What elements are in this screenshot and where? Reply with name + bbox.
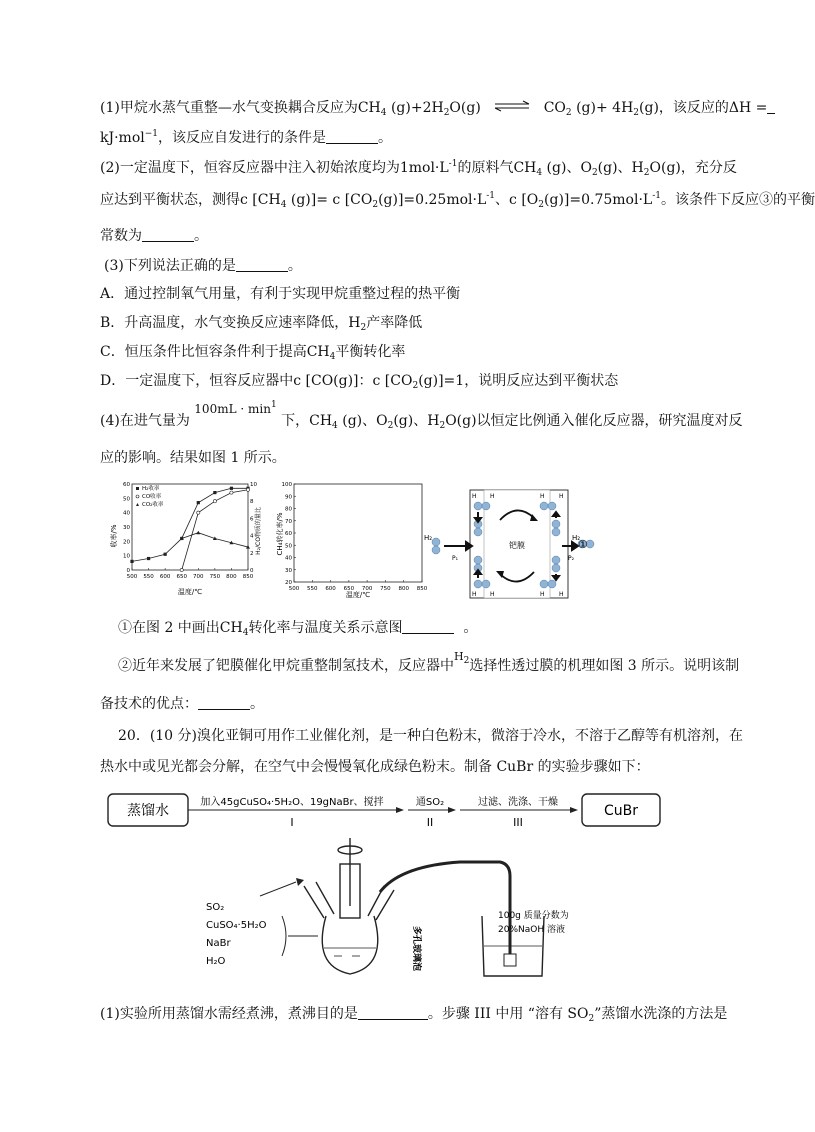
step-2-label: 通SO₂	[415, 797, 445, 808]
data-point-h2	[230, 487, 233, 490]
option-c: C．恒压条件比恒容条件利于提高$CH_4$平衡转化率	[100, 344, 406, 362]
bulb-label: 多孔玻璃泡	[411, 926, 421, 972]
y-tick-label: 100	[281, 482, 292, 488]
data-point-co	[197, 511, 200, 514]
h-label: H	[472, 493, 477, 500]
p1-label: P₁	[452, 555, 459, 562]
plot-frame	[294, 484, 422, 582]
legend-label: CO₂收率	[142, 502, 164, 508]
q19-part4-sub1: ①在图 2 中画出$CH_4$转化率与温度关系示意图 。	[118, 620, 478, 638]
porous-glass-bulb	[504, 954, 516, 966]
y-tick-label: 70	[285, 518, 292, 525]
x-tick-label: 850	[242, 574, 254, 580]
q19-part4-line2: 应的影响。结果如图 1 所示。	[100, 450, 286, 466]
data-point-co	[246, 488, 249, 491]
legend-marker	[136, 495, 139, 498]
q20-line2: 热水中或见光都会分解，在空气中会慢慢氧化成绿色粉末。制备 CuBr 的实验步骤如下：	[100, 759, 650, 775]
y-tick-label: 40	[285, 555, 292, 562]
h-label: H	[559, 493, 564, 500]
x-tick-label: 700	[193, 574, 204, 580]
y-axis-label-left: 收率/%	[110, 524, 118, 548]
y-tick-label-left: 30	[123, 525, 130, 531]
data-point-h2	[213, 491, 216, 494]
step-2-number: II	[426, 816, 434, 829]
blank[interactable]	[198, 695, 250, 710]
y-tick-label-left: 40	[123, 510, 130, 517]
q19-part2-line3: 常数为 。	[100, 228, 208, 244]
x-tick-label: 600	[325, 586, 336, 592]
apparatus-diagram	[200, 836, 600, 996]
x-tick-label: 750	[209, 574, 221, 580]
q19-part2-line1: (2)一定温度下，恒容反应器中注入初始浓度均为$1mol\cdot L^{-1}$的原料气$CH_4$ (g)、$O_2(g)$、$H_2O(g)$，充分反	[100, 159, 737, 178]
beaker-label-1: 100g 质量分数为	[498, 911, 569, 921]
data-point-h2	[130, 560, 133, 563]
procedure-flowchart	[100, 786, 670, 834]
h2-label: H₂	[424, 534, 433, 542]
y-tick-label: 80	[285, 506, 292, 513]
q20-line1: 20．(10 分)溴化亚铜可用作工业催化剂，是一种白色粉末，微溶于冷水，不溶于乙醇等有机溶剂，在	[118, 728, 744, 744]
legend-label: CO收率	[142, 494, 162, 500]
y-tick-label-left: 0	[126, 568, 130, 574]
x-axis-label: 温度/℃	[345, 591, 371, 599]
data-point-co	[180, 568, 183, 571]
flow-end-label: CuBr	[603, 803, 639, 819]
y-tick-label-right: 8	[250, 499, 254, 506]
x-tick-label: 850	[416, 586, 428, 592]
delivery-tube	[380, 862, 510, 962]
x-tick-label: 500	[288, 586, 300, 592]
x-axis-label: 温度/℃	[177, 588, 203, 596]
option-d: D．一定温度下，恒容反应器中c [CO(g)]：c $[CO_2(g)]=1$，说明反应达到平衡状态	[100, 373, 619, 391]
x-tick-label: 650	[343, 586, 355, 592]
blank[interactable]	[402, 619, 454, 634]
blank[interactable]	[326, 129, 378, 144]
legend-marker	[136, 487, 139, 490]
step-3-number: III	[513, 816, 523, 829]
p2-label: P₂	[568, 555, 575, 562]
q19-part4-line1: (4)在进气量为 $100mL \cdot \min^1$ 下，$CH_4$ (g)、$O_2(g)$、$H_2O(g)$以恒定比例通入催化反应器，研究温度对反	[100, 400, 743, 431]
q19-part1-line1: (1)甲烷水蒸气重整—水气变换耦合反应为$CH_4$ $(g)+2H_2O(g)$ $CO_2$ $(g)+ 4H_2(g)$，该反应的ΔH =	[100, 98, 775, 118]
figure-2-empty-grid	[276, 476, 426, 598]
reagent-nabr: NaBr	[206, 938, 231, 949]
step-3-label: 过滤、洗涤、干燥	[478, 797, 558, 808]
x-tick-label: 550	[143, 574, 154, 580]
h-label: H	[540, 591, 545, 598]
data-point-h2	[197, 501, 200, 504]
step-1-label: 加入45gCuSO₄·5H₂O、19gNaBr、搅拌	[200, 797, 384, 808]
equilibrium-arrow-icon	[493, 100, 531, 112]
y-tick-label-right: 4	[250, 533, 254, 540]
flow-start-label: 蒸馏水	[127, 803, 169, 819]
h-label: H	[540, 493, 545, 500]
three-neck-flask	[304, 838, 394, 974]
y-tick-label-right: 6	[250, 516, 254, 523]
y-tick-label-left: 60	[123, 482, 130, 488]
y-tick-label-right: 2	[250, 550, 254, 557]
brace-icon	[282, 916, 286, 956]
option-a: A．通过控制氧气用量，有利于实现甲烷重整过程的热平衡	[100, 286, 461, 302]
reagent-so2: SO₂	[206, 902, 225, 913]
data-point-co	[213, 500, 216, 503]
q19-part1-line2: kJ·mol$^{-1}$，该反应自发进行的条件是 。	[100, 129, 393, 146]
reagent-h2o: H₂O	[206, 956, 226, 967]
y-axis-label: CH₄转化率/%	[276, 512, 284, 556]
data-point-h2	[147, 557, 150, 560]
y-tick-label-left: 10	[123, 553, 130, 560]
y-tick-label: 50	[285, 543, 292, 550]
h2-out-label: H₂	[572, 534, 581, 542]
membrane-label: 钯膜	[509, 541, 525, 550]
circle-one-label: ①	[578, 538, 588, 551]
q19-part4-sub2: ②近年来发展了钯膜催化甲烷重整制氢技术，反应器中$^H_2$选择性透过膜的机理如图 3 所示。说明该制	[118, 650, 740, 674]
q19-part4-sub2-cont: 备技术的优点： 。	[100, 696, 264, 712]
legend-label: H₂收率	[142, 486, 160, 492]
x-tick-label: 800	[226, 574, 237, 580]
x-tick-label: 700	[361, 586, 373, 592]
y-tick-label: 30	[285, 567, 292, 574]
x-tick-label: 550	[307, 586, 318, 592]
x-tick-label: 500	[126, 574, 138, 580]
y-tick-label: 20	[285, 580, 292, 586]
figure-1-yield-chart	[110, 476, 270, 598]
y-tick-label-left: 20	[123, 539, 130, 546]
option-b: B．升高温度，水气变换反应速率降低，$H_2$产率降低	[100, 315, 423, 333]
q19-part2-line2: 应达到平衡状态，测得c [$CH_4$ (g)]= c $[CO_2(g)]=0.25mol\cdot L^{-1}$、c $[O_2(g)]=0.75mol\cdot L^{-1}$。该条件下反应③的平衡	[100, 191, 815, 210]
h-label: H	[472, 591, 477, 598]
h-label: H	[490, 493, 495, 500]
blank[interactable]	[358, 1005, 428, 1020]
y-axis-label-right: H₂/CO物质的量比	[255, 507, 262, 555]
beaker-label-2: 20%NaOH 溶液	[498, 925, 565, 935]
y-tick-label: 90	[285, 494, 292, 501]
y-tick-label: 60	[285, 531, 292, 537]
legend-marker	[136, 503, 139, 506]
q19-part3: (3)下列说法正确的是 。	[104, 258, 302, 274]
data-point-co	[230, 491, 233, 494]
x-tick-label: 600	[159, 574, 171, 580]
blank[interactable]	[142, 227, 194, 242]
blank[interactable]	[236, 257, 288, 272]
h-label: H	[559, 591, 564, 598]
liquid-level	[324, 948, 376, 956]
x-tick-label: 800	[398, 586, 409, 592]
step-1-number: I	[290, 816, 294, 829]
y-tick-label-right: 10	[250, 482, 257, 488]
data-point-h2	[164, 553, 167, 556]
figure-3-palladium-membrane	[422, 488, 600, 600]
x-tick-label: 650	[176, 574, 187, 580]
q20-part1: (1)实验所用蒸馏水需经煮沸，煮沸目的是 。步骤 III 中用 “溶有 $SO_2$”蒸馏水洗涤的方法是	[100, 1006, 728, 1024]
y-tick-label-left: 50	[123, 496, 130, 503]
data-point-co2	[196, 531, 200, 535]
h2-molecule-inlet	[432, 538, 440, 554]
h-label: H	[490, 591, 495, 598]
x-tick-label: 750	[380, 586, 391, 592]
reagent-cuso4: CuSO₄·5H₂O	[206, 920, 267, 931]
y-tick-label-right: 0	[250, 568, 254, 574]
